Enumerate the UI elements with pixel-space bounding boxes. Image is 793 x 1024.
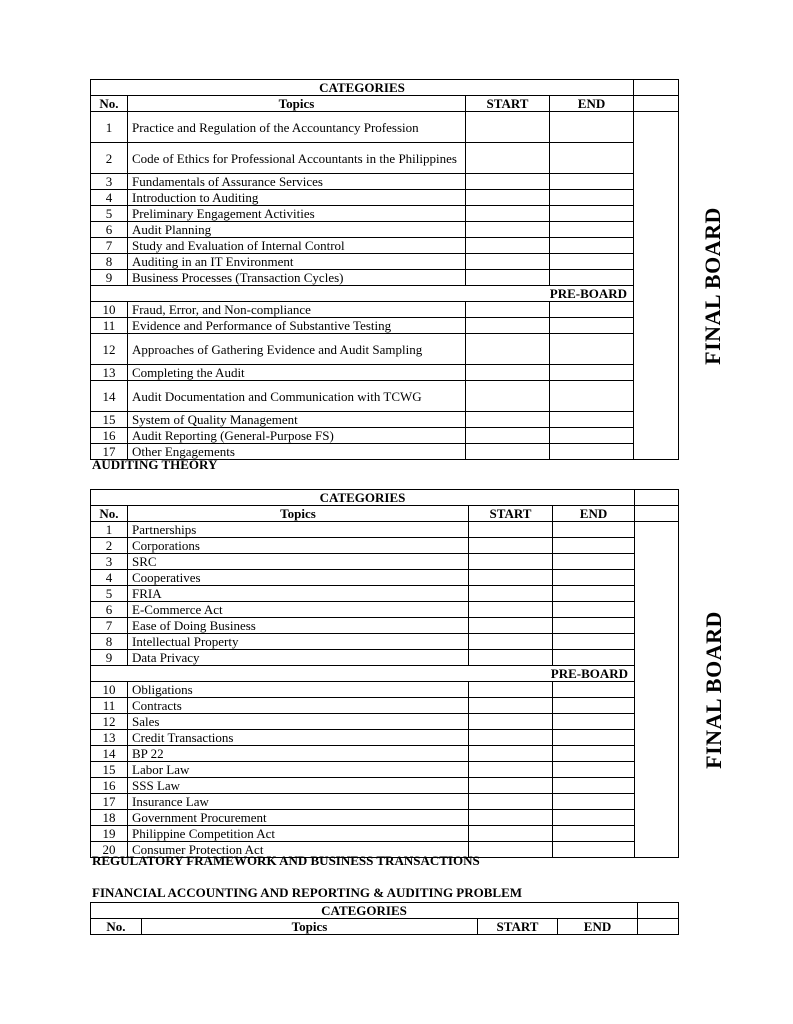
row-end-cell[interactable]	[550, 190, 634, 206]
row-end-cell[interactable]	[553, 618, 635, 634]
row-number: 13	[91, 365, 128, 381]
row-end-cell[interactable]	[553, 634, 635, 650]
table-row	[91, 318, 679, 334]
row-end-cell[interactable]	[550, 318, 634, 334]
row-number: 12	[91, 334, 128, 365]
row-start-cell[interactable]	[466, 238, 550, 254]
row-start-cell[interactable]	[469, 810, 553, 826]
row-start-cell[interactable]	[469, 842, 553, 858]
regulatory-framework-title: REGULATORY FRAMEWORK AND BUSINESS TRANSACTIONS	[92, 853, 480, 868]
row-topic: Government Procurement	[128, 810, 469, 826]
row-topic: Ease of Doing Business	[128, 618, 469, 634]
table1-body	[91, 80, 725, 460]
row-number: 15	[91, 412, 128, 428]
row-topic: Business Processes (Transaction Cycles)	[128, 270, 466, 286]
row-end-cell[interactable]	[550, 174, 634, 190]
table-row	[91, 222, 679, 238]
table-row	[91, 206, 679, 222]
table-row	[91, 650, 679, 666]
row-start-cell[interactable]	[469, 602, 553, 618]
row-number: 18	[91, 810, 128, 826]
row-topic: System of Quality Management	[128, 412, 466, 428]
row-start-cell[interactable]	[466, 174, 550, 190]
row-topic: Partnerships	[128, 522, 469, 538]
row-start-cell[interactable]	[466, 365, 550, 381]
row-start-cell[interactable]	[469, 826, 553, 842]
table-row	[91, 112, 679, 143]
table-row	[91, 682, 679, 698]
row-topic: Data Privacy	[128, 650, 469, 666]
row-end-cell[interactable]	[553, 762, 635, 778]
row-topic: Fraud, Error, and Non-compliance	[128, 302, 466, 318]
row-end-cell[interactable]	[553, 698, 635, 714]
row-start-cell[interactable]	[466, 222, 550, 238]
row-start-cell[interactable]	[466, 254, 550, 270]
col-start-header: START	[466, 96, 550, 112]
row-end-cell[interactable]	[553, 826, 635, 842]
table-row	[91, 826, 679, 842]
col-topics-header: Topics	[128, 96, 466, 112]
row-start-cell[interactable]	[466, 334, 550, 365]
row-start-cell[interactable]	[469, 762, 553, 778]
row-end-cell[interactable]	[553, 794, 635, 810]
row-number: 16	[91, 778, 128, 794]
row-topic: Other Engagements	[128, 444, 466, 460]
row-start-cell[interactable]	[469, 554, 553, 570]
col-start-header: START	[478, 919, 558, 935]
row-start-cell[interactable]	[469, 634, 553, 650]
col-end-header: END	[553, 506, 635, 522]
row-start-cell[interactable]	[466, 412, 550, 428]
table-row	[91, 365, 679, 381]
table-row	[91, 810, 679, 826]
row-end-cell[interactable]	[550, 302, 634, 318]
col-no-header: No.	[91, 506, 128, 522]
table-row	[91, 238, 679, 254]
row-end-cell[interactable]	[553, 682, 635, 698]
row-number: 11	[91, 318, 128, 334]
table-row	[91, 698, 679, 714]
row-end-cell[interactable]	[553, 650, 635, 666]
row-topic: Intellectual Property	[128, 634, 469, 650]
table-row	[91, 586, 679, 602]
final-board-label-cell	[634, 112, 725, 460]
row-number: 7	[91, 618, 128, 634]
row-topic: BP 22	[128, 746, 469, 762]
table-row	[91, 522, 679, 538]
table-row	[91, 270, 679, 286]
row-number: 9	[91, 270, 128, 286]
pre-board-label: PRE-BOARD	[91, 666, 635, 682]
row-start-cell[interactable]	[469, 586, 553, 602]
row-number: 12	[91, 714, 128, 730]
final-board-label-cell	[635, 522, 726, 858]
row-topic: Completing the Audit	[128, 365, 466, 381]
table-row	[91, 254, 679, 270]
row-topic: SSS Law	[128, 778, 469, 794]
categories-header: CATEGORIES	[91, 490, 635, 506]
final-board-label: FINAL BOARD	[700, 610, 726, 769]
row-topic: Fundamentals of Assurance Services	[128, 174, 466, 190]
row-topic: Preliminary Engagement Activities	[128, 206, 466, 222]
row-topic: Study and Evaluation of Internal Control	[128, 238, 466, 254]
table-row	[91, 334, 679, 365]
row-end-cell[interactable]	[553, 538, 635, 554]
table-row	[91, 302, 679, 318]
row-number: 9	[91, 650, 128, 666]
row-number: 10	[91, 302, 128, 318]
row-number: 4	[91, 190, 128, 206]
row-end-cell[interactable]	[553, 730, 635, 746]
row-start-cell[interactable]	[469, 650, 553, 666]
financial-accounting-table	[90, 902, 678, 935]
row-number: 6	[91, 222, 128, 238]
row-number: 1	[91, 522, 128, 538]
row-end-cell[interactable]	[550, 444, 634, 460]
table-row	[91, 190, 679, 206]
row-start-cell[interactable]	[469, 522, 553, 538]
table-row	[91, 174, 679, 190]
row-start-cell[interactable]	[469, 714, 553, 730]
table-row	[91, 618, 679, 634]
row-number: 8	[91, 254, 128, 270]
table-row	[91, 794, 679, 810]
row-start-cell[interactable]	[466, 112, 550, 143]
row-end-cell[interactable]	[550, 206, 634, 222]
row-number: 17	[91, 794, 128, 810]
col-end-header: END	[558, 919, 638, 935]
row-start-cell[interactable]	[469, 618, 553, 634]
row-topic: Auditing in an IT Environment	[128, 254, 466, 270]
row-number: 20	[91, 842, 128, 858]
row-topic: FRIA	[128, 586, 469, 602]
row-end-cell[interactable]	[553, 714, 635, 730]
row-topic: Code of Ethics for Professional Accountants in the Philippines	[128, 143, 466, 174]
row-end-cell[interactable]	[550, 222, 634, 238]
row-number: 3	[91, 174, 128, 190]
row-number: 16	[91, 428, 128, 444]
row-end-cell[interactable]	[553, 554, 635, 570]
col-topics-header: Topics	[128, 506, 469, 522]
col-end-header: END	[550, 96, 634, 112]
row-topic: Credit Transactions	[128, 730, 469, 746]
row-topic: Audit Reporting (General-Purpose FS)	[128, 428, 466, 444]
row-end-cell[interactable]	[550, 428, 634, 444]
row-topic: Sales	[128, 714, 469, 730]
row-end-cell[interactable]	[553, 778, 635, 794]
row-end-cell[interactable]	[553, 842, 635, 858]
row-end-cell[interactable]	[550, 412, 634, 428]
table-row	[91, 602, 679, 618]
row-start-cell[interactable]	[469, 730, 553, 746]
row-end-cell[interactable]	[550, 334, 634, 365]
row-number: 4	[91, 570, 128, 586]
pre-board-row	[91, 286, 679, 302]
auditing-theory-table	[90, 79, 725, 460]
row-topic: Approaches of Gathering Evidence and Audit Sampling	[128, 334, 466, 365]
table-row	[91, 554, 679, 570]
row-topic: Cooperatives	[128, 570, 469, 586]
row-number: 8	[91, 634, 128, 650]
row-end-cell[interactable]	[550, 112, 634, 143]
row-start-cell[interactable]	[466, 270, 550, 286]
table-row	[91, 746, 679, 762]
row-start-cell[interactable]	[466, 428, 550, 444]
row-end-cell[interactable]	[550, 270, 634, 286]
row-end-cell[interactable]	[553, 570, 635, 586]
regulatory-framework-table	[90, 489, 726, 858]
row-topic: Corporations	[128, 538, 469, 554]
pre-board-row	[91, 666, 679, 682]
row-end-cell[interactable]	[553, 810, 635, 826]
table-row	[91, 381, 679, 412]
table-row	[91, 428, 679, 444]
row-topic: Introduction to Auditing	[128, 190, 466, 206]
row-end-cell[interactable]	[550, 143, 634, 174]
row-start-cell[interactable]	[469, 698, 553, 714]
row-start-cell[interactable]	[466, 381, 550, 412]
row-start-cell[interactable]	[466, 206, 550, 222]
table-row	[91, 538, 679, 554]
table-row	[91, 714, 679, 730]
row-end-cell[interactable]	[553, 602, 635, 618]
row-start-cell[interactable]	[466, 143, 550, 174]
row-end-cell[interactable]	[550, 365, 634, 381]
row-start-cell[interactable]	[466, 190, 550, 206]
row-start-cell[interactable]	[469, 682, 553, 698]
row-topic: Practice and Regulation of the Accountancy Profession	[128, 112, 466, 143]
row-number: 5	[91, 206, 128, 222]
row-number: 6	[91, 602, 128, 618]
row-topic: Consumer Protection Act	[128, 842, 469, 858]
row-topic: Insurance Law	[128, 794, 469, 810]
table-row	[91, 778, 679, 794]
row-end-cell[interactable]	[550, 238, 634, 254]
categories-header: CATEGORIES	[91, 903, 638, 919]
pre-board-label: PRE-BOARD	[91, 286, 634, 302]
row-topic: Audit Documentation and Communication with TCWG	[128, 381, 466, 412]
table-row	[91, 412, 679, 428]
row-number: 17	[91, 444, 128, 460]
row-topic: Audit Planning	[128, 222, 466, 238]
final-board-label: FINAL BOARD	[699, 206, 725, 365]
table-row	[91, 634, 679, 650]
table-row	[91, 762, 679, 778]
row-topic: Labor Law	[128, 762, 469, 778]
col-no-header: No.	[91, 919, 142, 935]
table-row	[91, 730, 679, 746]
row-number: 1	[91, 112, 128, 143]
row-number: 11	[91, 698, 128, 714]
row-number: 14	[91, 381, 128, 412]
row-number: 14	[91, 746, 128, 762]
row-start-cell[interactable]	[466, 444, 550, 460]
row-start-cell[interactable]	[469, 570, 553, 586]
row-number: 10	[91, 682, 128, 698]
row-topic: Evidence and Performance of Substantive Testing	[128, 318, 466, 334]
row-start-cell[interactable]	[466, 318, 550, 334]
row-start-cell[interactable]	[469, 746, 553, 762]
row-number: 7	[91, 238, 128, 254]
row-topic: Obligations	[128, 682, 469, 698]
row-number: 2	[91, 538, 128, 554]
row-start-cell[interactable]	[469, 538, 553, 554]
table2-body	[91, 490, 726, 858]
auditing-theory-title: AUDITING THEORY	[92, 457, 218, 472]
col-no-header: No.	[91, 96, 128, 112]
financial-accounting-title: FINANCIAL ACCOUNTING AND REPORTING & AUDITING PROBLEM	[92, 885, 523, 900]
row-number: 5	[91, 586, 128, 602]
row-number: 2	[91, 143, 128, 174]
row-end-cell[interactable]	[553, 586, 635, 602]
row-topic: SRC	[128, 554, 469, 570]
row-number: 19	[91, 826, 128, 842]
row-topic: E-Commerce Act	[128, 602, 469, 618]
table-row	[91, 570, 679, 586]
row-end-cell[interactable]	[550, 381, 634, 412]
row-start-cell[interactable]	[466, 302, 550, 318]
row-topic: Contracts	[128, 698, 469, 714]
table-row	[91, 143, 679, 174]
col-topics-header: Topics	[142, 919, 478, 935]
row-number: 13	[91, 730, 128, 746]
row-number: 15	[91, 762, 128, 778]
categories-header: CATEGORIES	[91, 80, 634, 96]
col-start-header: START	[469, 506, 553, 522]
row-end-cell[interactable]	[553, 522, 635, 538]
row-start-cell[interactable]	[469, 778, 553, 794]
row-topic: Philippine Competition Act	[128, 826, 469, 842]
row-end-cell[interactable]	[553, 746, 635, 762]
row-number: 3	[91, 554, 128, 570]
row-start-cell[interactable]	[469, 794, 553, 810]
row-end-cell[interactable]	[550, 254, 634, 270]
